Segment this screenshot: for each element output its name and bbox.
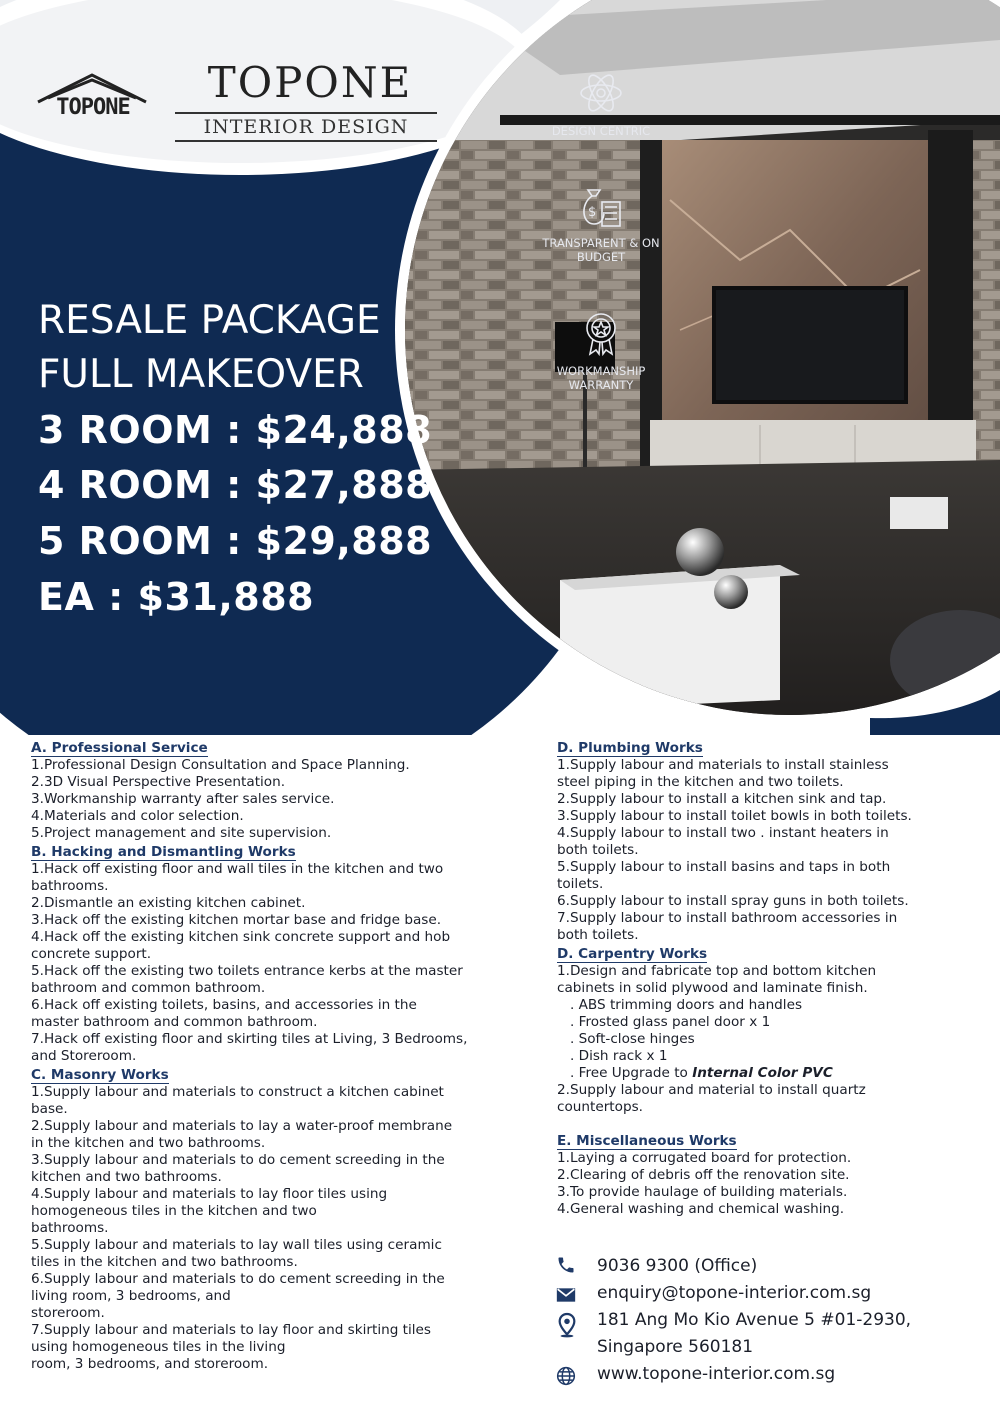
contact-address-line-2: Singapore 560181 [597, 1337, 754, 1357]
list-item: in the kitchen and two bathrooms. [31, 1135, 266, 1151]
list-item: base. [31, 1101, 68, 1117]
section-professional-service [31, 740, 536, 842]
list-item: bathroom and common bathroom. [31, 980, 266, 996]
list-item: cabinets in solid plywood and laminate finish. [557, 980, 868, 996]
price-5-room: 5 ROOM : $29,888 [38, 519, 433, 563]
feature-design-centric [536, 70, 666, 138]
section-miscellaneous [557, 1133, 977, 1218]
list-item: countertops. [557, 1099, 643, 1115]
list-item: 7.Supply labour and materials to lay floor and skirting tiles [31, 1322, 431, 1338]
list-item: bathrooms. [31, 1220, 109, 1236]
list-item: 1.Design and fabricate top and bottom kitchen [557, 963, 877, 979]
list-item: 1.Professional Design Consultation and Space Planning. [31, 757, 410, 773]
feature-label: TRANSPARENT & ON BUDGET [542, 236, 660, 264]
list-item: 5.Supply labour to install basins and taps in both [557, 859, 891, 875]
list-item: storeroom. [31, 1305, 105, 1321]
list-item-upgrade [557, 1065, 977, 1082]
list-item: 2.3D Visual Perspective Presentation. [31, 774, 286, 790]
logo-mark-text: TOPONE [56, 95, 130, 120]
list-item: steel piping in the kitchen and two toilets. [557, 774, 844, 790]
section-masonry [31, 1067, 536, 1373]
list-item: 4.General washing and chemical washing. [557, 1201, 845, 1217]
contact-phone[interactable]: 9036 9300 (Office) [597, 1256, 758, 1276]
list-item: living room, 3 bedrooms, and [31, 1288, 231, 1304]
list-item: 1.Supply labour and materials to install stainless [557, 757, 889, 773]
atom-icon [578, 70, 624, 116]
price-ea: EA : $31,888 [38, 575, 315, 619]
list-item: 3.To provide haulage of building materials. [557, 1184, 848, 1200]
right-column [557, 740, 977, 1218]
list-item: and Storeroom. [31, 1048, 137, 1064]
list-item: 7.Supply labour to install bathroom accessories in [557, 910, 898, 926]
brand-name: TOPONE [207, 58, 413, 107]
phone-icon [556, 1255, 576, 1275]
list-item: 2.Supply labour and material to install quartz [557, 1082, 866, 1098]
list-item: 1.Laying a corrugated board for protection. [557, 1150, 852, 1166]
list-item: 6.Supply labour and materials to do cement screeding in the [31, 1271, 445, 1287]
list-item: 2.Clearing of debris off the renovation site. [557, 1167, 850, 1183]
left-column [31, 740, 536, 1373]
list-item: bathrooms. [31, 878, 109, 894]
list-item: 4.Materials and color selection. [31, 808, 244, 824]
headline-line-2: FULL MAKEOVER [38, 352, 364, 397]
section-title: C. Masonry Works [31, 1067, 169, 1083]
feature-label: DESIGN CENTRIC [551, 124, 651, 138]
brand-subtitle: INTERIOR DESIGN [175, 112, 437, 142]
section-title: D. Plumbing Works [557, 740, 703, 756]
list-item: using homogeneous tiles in the living [31, 1339, 286, 1355]
price-3-room: 3 ROOM : $24,888 [38, 408, 433, 452]
list-item: concrete support. [31, 946, 152, 962]
headline-line-1: RESALE PACKAGE [38, 298, 381, 343]
feature-workmanship-warranty [536, 310, 666, 392]
list-item: 6.Hack off existing toilets, basins, and accessories in the [31, 997, 417, 1013]
list-item: 2.Supply labour to install a kitchen sink and tap. [557, 791, 887, 807]
section-plumbing [557, 740, 977, 944]
upgrade-prefix: . Free Upgrade to [557, 1065, 693, 1081]
list-item: 4.Supply labour to install two . instant heaters in [557, 825, 889, 841]
section-title: B. Hacking and Dismantling Works [31, 844, 296, 860]
list-item: tiles in the kitchen and two bathrooms. [31, 1254, 298, 1270]
contact-email[interactable]: enquiry@topone-interior.com.sg [597, 1283, 872, 1303]
list-item: 3.Supply labour and materials to do cement screeding in the [31, 1152, 445, 1168]
list-item: 3.Supply labour to install toilet bowls in both toilets. [557, 808, 912, 824]
list-item: 5.Hack off the existing two toilets entrance kerbs at the master [31, 963, 463, 979]
list-item: kitchen and two bathrooms. [31, 1169, 222, 1185]
list-item: 5.Supply labour and materials to lay wall tiles using ceramic [31, 1237, 442, 1253]
section-carpentry [557, 946, 977, 1116]
section-title: A. Professional Service [31, 740, 208, 756]
award-ribbon-icon [578, 310, 624, 356]
contact-address-line-1: 181 Ang Mo Kio Avenue 5 #01-2930, [597, 1310, 912, 1330]
svg-text:$: $ [588, 205, 597, 220]
feature-transparent-budget [536, 182, 666, 264]
list-item: 6.Supply labour to install spray guns in both toilets. [557, 893, 909, 909]
list-item: 1.Supply labour and materials to construct a kitchen cabinet [31, 1084, 444, 1100]
list-item: 4.Hack off the existing kitchen sink concrete support and hob [31, 929, 451, 945]
list-item: 2.Dismantle an existing kitchen cabinet. [31, 895, 306, 911]
list-item: master bathroom and common bathroom. [31, 1014, 318, 1030]
upgrade-emphasis: Internal Color PVC [692, 1065, 833, 1081]
globe-icon [556, 1366, 576, 1386]
list-item: 1.Hack off existing floor and wall tiles in the kitchen and two [31, 861, 444, 877]
list-item: 2.Supply labour and materials to lay a water-proof membrane [31, 1118, 453, 1134]
list-item: . Soft-close hinges [557, 1031, 695, 1047]
list-item: toilets. [557, 876, 604, 892]
money-calculator-icon [578, 182, 624, 228]
list-item: . ABS trimming doors and handles [557, 997, 803, 1013]
list-item: 7.Hack off existing floor and skirting tiles at Living, 3 Bedrooms, [31, 1031, 468, 1047]
section-title: D. Carpentry Works [557, 946, 708, 962]
section-title: E. Miscellaneous Works [557, 1133, 737, 1149]
list-item: 5.Project management and site supervision. [31, 825, 332, 841]
list-item: . Frosted glass panel door x 1 [557, 1014, 771, 1030]
list-item: homogeneous tiles in the kitchen and two [31, 1203, 317, 1219]
list-item: 4.Supply labour and materials to lay floor tiles using [31, 1186, 388, 1202]
section-hacking-dismantling [31, 844, 536, 1065]
list-item: 3.Workmanship warranty after sales service. [31, 791, 335, 807]
list-item: room, 3 bedrooms, and storeroom. [31, 1356, 269, 1372]
list-item: . Dish rack x 1 [557, 1048, 668, 1064]
contact-website[interactable]: www.topone-interior.com.sg [597, 1364, 836, 1384]
envelope-icon [556, 1286, 576, 1304]
list-item: both toilets. [557, 927, 639, 943]
location-pin-icon [556, 1312, 578, 1338]
price-4-room: 4 ROOM : $27,888 [38, 463, 433, 507]
list-item: both toilets. [557, 842, 639, 858]
feature-label: WORKMANSHIP WARRANTY [556, 364, 646, 392]
list-item: 3.Hack off the existing kitchen mortar base and fridge base. [31, 912, 442, 928]
